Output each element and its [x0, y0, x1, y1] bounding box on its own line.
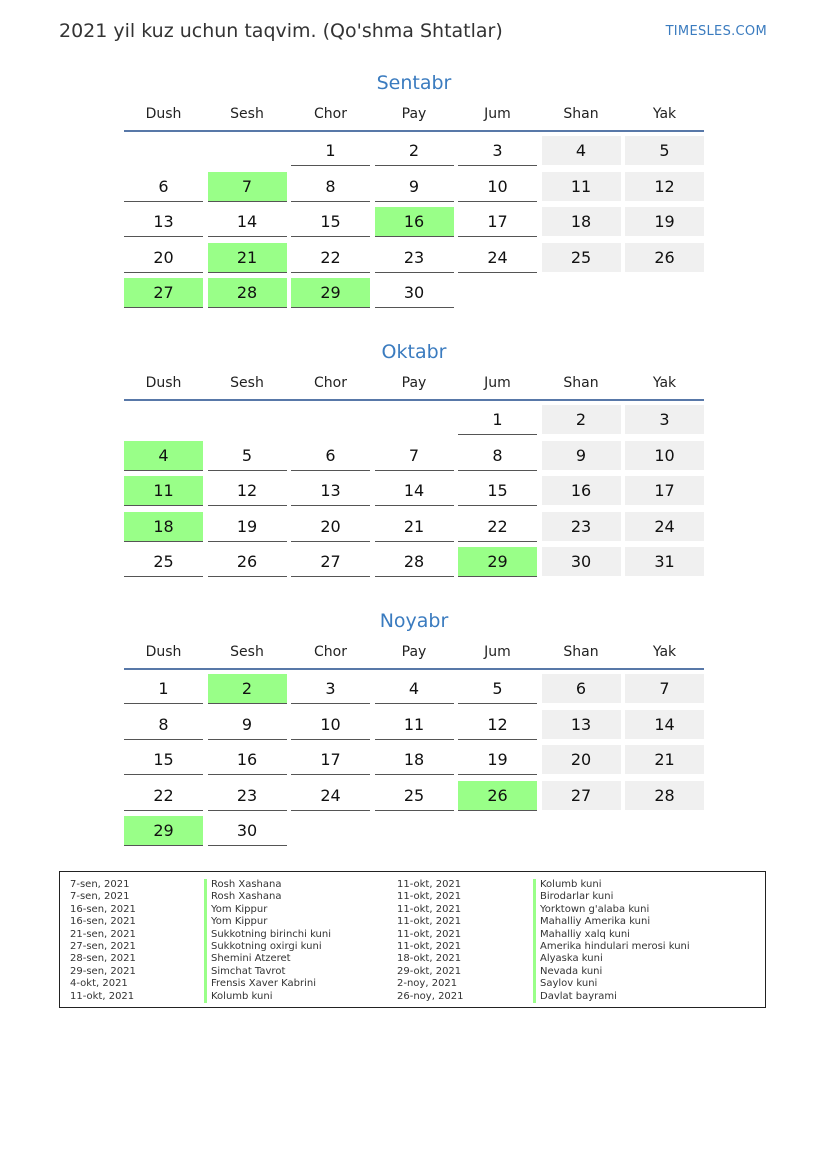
day-cell: 24 — [458, 243, 537, 273]
legend-date: 11-okt, 2021 — [70, 990, 135, 1002]
legend-holiday-name: Sukkotning oxirgi kuni — [204, 941, 331, 953]
holiday-day-cell: 7 — [208, 172, 287, 202]
day-cell: 22 — [291, 243, 370, 273]
legend-holiday-name: Saylov kuni — [533, 978, 690, 990]
weekday-label: Shan — [563, 644, 599, 660]
day-cell: 14 — [208, 207, 287, 237]
day-cell: 20 — [291, 512, 370, 542]
empty-cell — [124, 405, 203, 435]
holiday-legend — [59, 871, 766, 1008]
weekday-label: Shan — [563, 375, 599, 391]
day-cell: 13 — [291, 476, 370, 506]
day-cell: 22 — [124, 781, 203, 811]
day-cell: 23 — [542, 512, 621, 542]
legend-date: 28-sen, 2021 — [70, 953, 136, 965]
month-name: Noyabr — [379, 610, 449, 632]
day-cell: 4 — [375, 674, 454, 704]
day-cell: 26 — [208, 547, 287, 577]
legend-holiday-name: Mahalliy Amerika kuni — [533, 916, 690, 928]
legend-date: 7-sen, 2021 — [70, 891, 130, 903]
day-cell: 7 — [625, 674, 704, 704]
month-november — [124, 606, 704, 852]
day-cell: 2 — [542, 405, 621, 435]
weekday-header — [124, 636, 704, 670]
legend-names-right — [533, 879, 690, 1003]
day-cell: 24 — [625, 512, 704, 542]
day-cell: 31 — [625, 547, 704, 577]
day-cell: 18 — [542, 207, 621, 237]
legend-date: 21-sen, 2021 — [70, 928, 136, 940]
day-cell: 21 — [625, 745, 704, 775]
day-cell: 6 — [291, 441, 370, 471]
legend-date: 29-sen, 2021 — [70, 965, 136, 977]
empty-cell — [124, 136, 203, 166]
day-cell: 5 — [208, 441, 287, 471]
weekday-label: Pay — [401, 644, 427, 660]
day-cell: 14 — [625, 710, 704, 740]
holiday-day-cell: 26 — [458, 781, 537, 811]
month-september — [124, 68, 704, 314]
day-cell: 1 — [458, 405, 537, 435]
day-cell: 11 — [542, 172, 621, 202]
legend-dates-left — [70, 879, 136, 1003]
legend-names-left — [204, 879, 331, 1003]
day-cell: 28 — [625, 781, 704, 811]
day-cell: 17 — [458, 207, 537, 237]
holiday-day-cell: 4 — [124, 441, 203, 471]
legend-holiday-name: Rosh Xashana — [204, 879, 331, 891]
legend-holiday-name: Birodarlar kuni — [533, 891, 690, 903]
weekday-label: Jum — [484, 375, 511, 391]
weekday-label: Sesh — [230, 375, 264, 391]
legend-date: 11-okt, 2021 — [397, 916, 462, 928]
day-cell: 8 — [124, 710, 203, 740]
day-cell: 9 — [375, 172, 454, 202]
day-cell: 7 — [375, 441, 454, 471]
holiday-day-cell: 2 — [208, 674, 287, 704]
holiday-day-cell: 27 — [124, 278, 203, 308]
legend-holiday-name: Nevada kuni — [533, 966, 690, 978]
day-cell: 3 — [625, 405, 704, 435]
day-cell: 20 — [124, 243, 203, 273]
day-cell: 16 — [208, 745, 287, 775]
legend-holiday-name: Yom Kippur — [204, 904, 331, 916]
legend-holiday-name: Shemini Atzeret — [204, 953, 331, 965]
day-cell: 30 — [542, 547, 621, 577]
day-cell: 12 — [625, 172, 704, 202]
day-grid — [124, 136, 704, 314]
day-cell: 1 — [124, 674, 203, 704]
day-cell: 8 — [458, 441, 537, 471]
day-cell: 24 — [291, 781, 370, 811]
weekday-label: Jum — [484, 106, 511, 122]
day-cell: 30 — [375, 278, 454, 308]
day-cell: 28 — [375, 547, 454, 577]
day-cell: 13 — [124, 207, 203, 237]
weekday-label: Chor — [314, 106, 347, 122]
day-cell: 27 — [291, 547, 370, 577]
empty-cell — [208, 405, 287, 435]
weekday-label: Dush — [145, 644, 182, 660]
weekday-label: Sesh — [230, 106, 264, 122]
legend-date: 26-noy, 2021 — [397, 990, 464, 1002]
day-cell: 8 — [291, 172, 370, 202]
empty-cell — [208, 136, 287, 166]
weekday-label: Pay — [401, 375, 427, 391]
day-cell: 10 — [625, 441, 704, 471]
weekday-label: Chor — [314, 644, 347, 660]
holiday-day-cell: 16 — [375, 207, 454, 237]
day-cell: 15 — [291, 207, 370, 237]
day-cell: 30 — [208, 816, 287, 846]
day-cell: 14 — [375, 476, 454, 506]
weekday-label: Shan — [563, 106, 599, 122]
day-cell: 5 — [625, 136, 704, 166]
legend-date: 16-sen, 2021 — [70, 916, 136, 928]
day-cell: 17 — [291, 745, 370, 775]
day-cell: 25 — [542, 243, 621, 273]
day-cell: 1 — [291, 136, 370, 166]
day-cell: 3 — [291, 674, 370, 704]
day-cell: 15 — [124, 745, 203, 775]
legend-holiday-name: Amerika hindulari merosi kuni — [533, 941, 690, 953]
day-cell: 21 — [375, 512, 454, 542]
legend-holiday-name: Yorktown g'alaba kuni — [533, 904, 690, 916]
legend-holiday-name: Davlat bayrami — [533, 991, 690, 1003]
holiday-day-cell: 21 — [208, 243, 287, 273]
legend-date: 4-okt, 2021 — [70, 978, 128, 990]
weekday-label: Yak — [652, 644, 677, 660]
holiday-day-cell: 18 — [124, 512, 203, 542]
day-cell: 12 — [208, 476, 287, 506]
day-grid — [124, 674, 704, 852]
day-cell: 11 — [375, 710, 454, 740]
day-cell: 16 — [542, 476, 621, 506]
legend-date: 11-okt, 2021 — [397, 891, 462, 903]
day-cell: 22 — [458, 512, 537, 542]
day-cell: 12 — [458, 710, 537, 740]
day-cell: 6 — [124, 172, 203, 202]
legend-holiday-name: Yom Kippur — [204, 916, 331, 928]
day-cell: 6 — [542, 674, 621, 704]
day-cell: 9 — [208, 710, 287, 740]
weekday-label: Dush — [145, 106, 182, 122]
weekday-label: Dush — [145, 375, 182, 391]
day-grid — [124, 405, 704, 583]
day-cell: 25 — [375, 781, 454, 811]
weekday-label: Jum — [484, 644, 511, 660]
weekday-label: Chor — [314, 375, 347, 391]
day-cell: 13 — [542, 710, 621, 740]
day-cell: 27 — [542, 781, 621, 811]
legend-holiday-name: Simchat Tavrot — [204, 966, 331, 978]
legend-date: 16-sen, 2021 — [70, 903, 136, 915]
day-cell: 17 — [625, 476, 704, 506]
legend-date: 2-noy, 2021 — [397, 978, 458, 990]
month-october — [124, 337, 704, 583]
weekday-header — [124, 367, 704, 401]
legend-holiday-name: Rosh Xashana — [204, 891, 331, 903]
legend-date: 27-sen, 2021 — [70, 940, 136, 952]
day-cell: 5 — [458, 674, 537, 704]
holiday-day-cell: 29 — [291, 278, 370, 308]
legend-holiday-name: Mahalliy xalq kuni — [533, 929, 690, 941]
legend-date: 11-okt, 2021 — [397, 940, 462, 952]
day-cell: 20 — [542, 745, 621, 775]
holiday-day-cell: 28 — [208, 278, 287, 308]
page-title: 2021 yil kuz uchun taqvim. (Qo'shma Shtatlar) — [59, 20, 503, 42]
weekday-label: Yak — [652, 375, 677, 391]
weekday-header — [124, 98, 704, 132]
legend-holiday-name: Kolumb kuni — [204, 991, 331, 1003]
legend-holiday-name: Frensis Xaver Kabrini — [204, 978, 331, 990]
day-cell: 15 — [458, 476, 537, 506]
day-cell: 23 — [375, 243, 454, 273]
legend-date: 11-okt, 2021 — [397, 928, 462, 940]
day-cell: 2 — [375, 136, 454, 166]
legend-date: 11-okt, 2021 — [397, 903, 462, 915]
weekday-label: Yak — [652, 106, 677, 122]
day-cell: 25 — [124, 547, 203, 577]
weekday-label: Sesh — [230, 644, 264, 660]
day-cell: 19 — [208, 512, 287, 542]
legend-date: 7-sen, 2021 — [70, 879, 130, 890]
weekday-label: Pay — [401, 106, 427, 122]
day-cell: 3 — [458, 136, 537, 166]
legend-holiday-name: Sukkotning birinchi kuni — [204, 929, 331, 941]
day-cell: 19 — [625, 207, 704, 237]
day-cell: 10 — [291, 710, 370, 740]
brand-link[interactable]: TIMESLES.COM — [665, 24, 767, 39]
day-cell: 10 — [458, 172, 537, 202]
legend-holiday-name: Kolumb kuni — [533, 879, 690, 891]
legend-holiday-name: Alyaska kuni — [533, 953, 690, 965]
month-name: Sentabr — [376, 72, 452, 94]
empty-cell — [375, 405, 454, 435]
day-cell: 18 — [375, 745, 454, 775]
day-cell: 19 — [458, 745, 537, 775]
legend-date: 11-okt, 2021 — [397, 879, 462, 890]
legend-dates-right — [397, 879, 464, 1003]
day-cell: 4 — [542, 136, 621, 166]
holiday-day-cell: 11 — [124, 476, 203, 506]
legend-date: 29-okt, 2021 — [397, 965, 462, 977]
day-cell: 26 — [625, 243, 704, 273]
day-cell: 23 — [208, 781, 287, 811]
month-name: Oktabr — [381, 341, 447, 363]
empty-cell — [291, 405, 370, 435]
holiday-day-cell: 29 — [124, 816, 203, 846]
legend-date: 18-okt, 2021 — [397, 953, 462, 965]
holiday-day-cell: 29 — [458, 547, 537, 577]
day-cell: 9 — [542, 441, 621, 471]
